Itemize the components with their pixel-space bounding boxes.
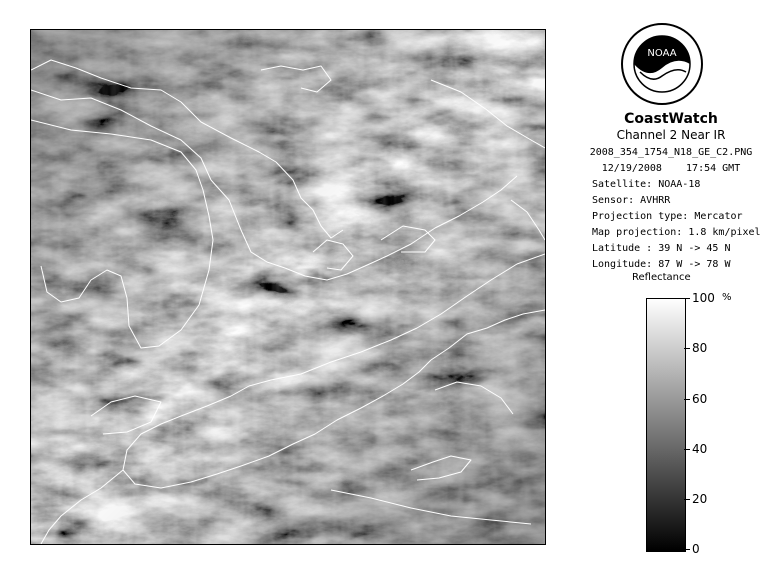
colorbar-label-20: 20 bbox=[692, 492, 708, 506]
colorbar-label-80: 80 bbox=[692, 341, 708, 355]
subtitle: Channel 2 Near IR bbox=[616, 128, 726, 142]
colorbar-tick bbox=[684, 499, 690, 500]
metadata-longitude: Longitude: 87 W -> 78 W bbox=[592, 259, 731, 270]
metadata-map-projection: Map projection: 1.8 km/pixel bbox=[592, 227, 761, 238]
metadata-latitude: Latitude : 39 N -> 45 N bbox=[592, 243, 731, 254]
colorbar-label-100: 100 bbox=[692, 291, 715, 305]
colorbar-tick bbox=[684, 298, 690, 299]
shading-layer bbox=[31, 30, 545, 544]
legend-title: Reflectance bbox=[632, 272, 691, 283]
noaa-logo bbox=[620, 22, 704, 106]
metadata-satellite: Satellite: NOAA-18 bbox=[592, 179, 701, 190]
colorbar-label-0: 0 bbox=[692, 542, 700, 556]
filename: 2008_354_1754_N18_GE_C2.PNG bbox=[589, 147, 753, 158]
title: CoastWatch bbox=[624, 111, 718, 127]
colorbar-label-40: 40 bbox=[692, 442, 708, 456]
satellite-image bbox=[30, 29, 546, 545]
colorbar-tick bbox=[684, 348, 690, 349]
colorbar-tick bbox=[684, 449, 690, 450]
colorbar-tick bbox=[684, 399, 690, 400]
metadata-sensor: Sensor: AVHRR bbox=[592, 195, 671, 206]
legend-unit: % bbox=[722, 292, 732, 303]
datetime: 12/19/2008 17:54 GMT bbox=[601, 163, 741, 174]
map-svg bbox=[31, 30, 545, 544]
metadata-projection-type: Projection type: Mercator bbox=[592, 211, 743, 222]
colorbar bbox=[646, 298, 686, 552]
colorbar-label-60: 60 bbox=[692, 392, 708, 406]
colorbar-tick bbox=[684, 549, 690, 550]
logo-text: NOAA bbox=[647, 48, 677, 59]
noaa-logo-svg bbox=[620, 22, 704, 106]
